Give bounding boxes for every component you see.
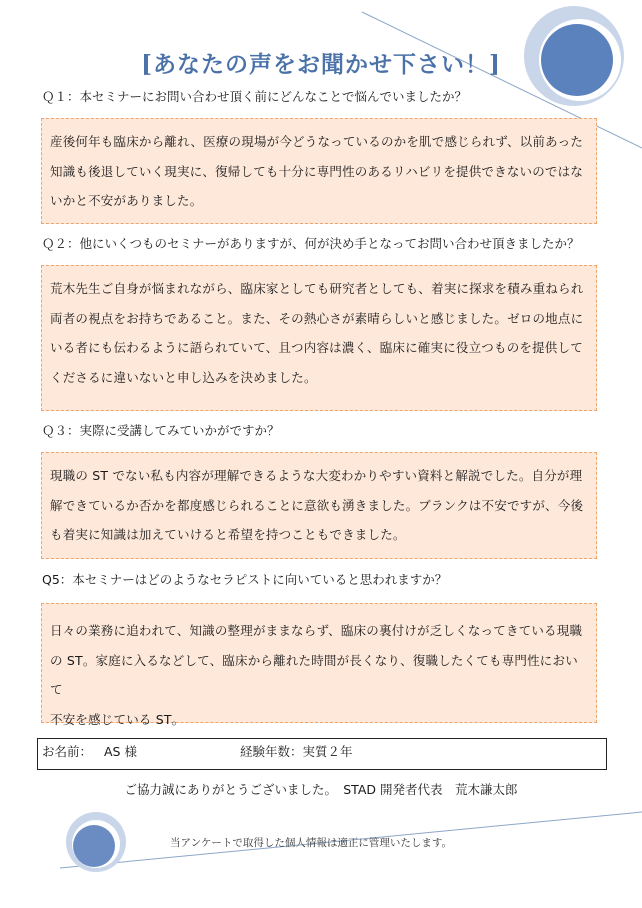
question-3: Ｑ３：実際に受講してみていかがですか？	[42, 423, 280, 438]
answer-1-line: いかと不安がありました。	[50, 193, 203, 208]
experience-years: 経験年数：実質２年	[240, 744, 353, 759]
answer-3-line: 解できているか否かを都度感じられることに意欲も湧きました。ブランクは不安ですが、今後	[50, 497, 584, 513]
answer-5-box	[41, 603, 597, 727]
answer-2-line: 荒木先生ご自身が悩まれながら、臨床家としても研究者としても、着実に探求を積み重ねられ	[50, 281, 584, 296]
answer-3-line: 現職の ST でない私も内容が理解できるような大変わかりやすい資料と解説でした。自分が理	[50, 468, 583, 483]
answer-2-line: いる者にも伝わるように語られていて、且つ内容は濃く、臨床に確実に役立つものを提供して	[50, 340, 583, 355]
answer-2-line: 両者の視点をお持ちであること。また、その熱心さが素晴らしいと感じました。ゼロの地点に	[50, 310, 584, 326]
answer-1-box	[41, 118, 597, 224]
thanks-message: ご協力誠にありがとうございました。 STAD 開発者代表 荒木謙太郎	[124, 782, 518, 797]
answer-3-line: も着実に知識は加えていけると希望を持つこともできました。	[50, 527, 406, 542]
answer-2-line: くださるに違いないと申し込みを決めました。	[50, 369, 317, 385]
question-2: Ｑ２：他にいくつものセミナーがありますが、何が決め手となってお問い合わせ頂きましたか？	[42, 236, 580, 251]
page-title: [あなたの声をお聞かせ下さい！]	[141, 51, 501, 78]
answer-2-box	[41, 265, 597, 411]
answer-3-box	[41, 452, 597, 559]
question-1: Ｑ１：本セミナーにお問い合わせ頂く前にどんなことで悩んでいましたか？	[42, 89, 468, 104]
answer-5-line: 不安を感じている ST。	[50, 711, 185, 727]
name-label: お名前：	[42, 744, 93, 759]
answer-1-line: 知識も後退していく現実に、復帰しても十分に専門性のあるリハビリを提供できないのではな	[50, 163, 584, 179]
respondent-box	[37, 738, 607, 770]
answer-5-line: の ST。家庭に入るなどして、臨床から離れた時間が長くなり、復職したくても専門性において	[50, 652, 578, 697]
question-5: Q5：本セミナーはどのようなセラピストに向いていると思われますか？	[42, 572, 448, 587]
privacy-note: 当アンケートで取得した個人情報は適正に管理いたします。	[170, 837, 453, 849]
bottom-left-circles	[66, 812, 126, 872]
answer-5-line: 日々の業務に追われて、知識の整理がままならず、臨床の裏付けが乏しくなってきている現職	[50, 623, 583, 638]
answer-1-line: 産後何年も臨床から離れ、医療の現場が今どうなっているのかを肌で感じられず、以前あった	[50, 134, 584, 149]
name-value: AS 様	[104, 744, 137, 759]
